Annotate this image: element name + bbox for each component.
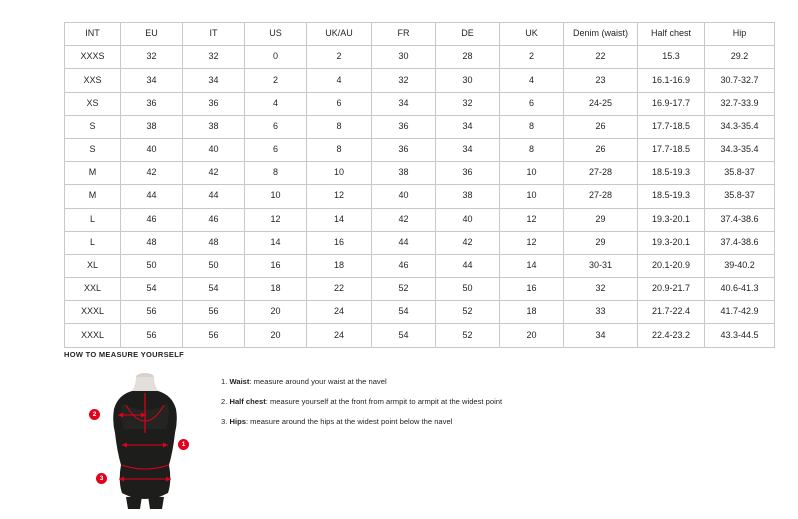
cell-uk: 12 — [500, 231, 564, 254]
cell-de: 32 — [436, 92, 500, 115]
cell-it: 54 — [183, 278, 245, 301]
cell-hip: 39-40.2 — [705, 254, 775, 277]
cell-eu: 32 — [121, 46, 183, 69]
cell-hip: 43.3-44.5 — [705, 324, 775, 347]
cell-int: XXS — [65, 69, 121, 92]
cell-us: 0 — [245, 46, 307, 69]
cell-denim-waist: 30-31 — [564, 254, 638, 277]
cell-int: L — [65, 208, 121, 231]
cell-de: 34 — [436, 138, 500, 161]
instruction-number-1: 1. — [221, 377, 228, 386]
table-row — [65, 46, 775, 69]
cell-it: 42 — [183, 162, 245, 185]
cell-us: 18 — [245, 278, 307, 301]
cell-half-chest: 17.7-18.5 — [638, 115, 705, 138]
cell-de: 34 — [436, 115, 500, 138]
cell-int: S — [65, 115, 121, 138]
cell-fr: 36 — [372, 138, 436, 161]
cell-half-chest: 19.3-20.1 — [638, 208, 705, 231]
cell-denim-waist: 27-28 — [564, 162, 638, 185]
cell-de: 44 — [436, 254, 500, 277]
cell-denim-waist: 29 — [564, 208, 638, 231]
cell-uk: 12 — [500, 208, 564, 231]
cell-us: 14 — [245, 231, 307, 254]
cell-half-chest: 17.7-18.5 — [638, 138, 705, 161]
cell-uk: 14 — [500, 254, 564, 277]
column-header-us: US — [245, 23, 307, 46]
cell-it: 40 — [183, 138, 245, 161]
cell-hip: 41.7-42.9 — [705, 301, 775, 324]
cell-eu: 48 — [121, 231, 183, 254]
cell-us: 20 — [245, 301, 307, 324]
cell-denim-waist: 32 — [564, 278, 638, 301]
table-row — [65, 324, 775, 347]
cell-uk: 6 — [500, 92, 564, 115]
cell-uk: 8 — [500, 138, 564, 161]
cell-denim-waist: 29 — [564, 231, 638, 254]
cell-us: 10 — [245, 185, 307, 208]
cell-fr: 32 — [372, 69, 436, 92]
cell-uk-au: 24 — [307, 324, 372, 347]
cell-int: XS — [65, 92, 121, 115]
cell-half-chest: 15.3 — [638, 46, 705, 69]
column-header-it: IT — [183, 23, 245, 46]
cell-denim-waist: 23 — [564, 69, 638, 92]
cell-it: 48 — [183, 231, 245, 254]
cell-int: XXXS — [65, 46, 121, 69]
cell-hip: 35.8-37 — [705, 185, 775, 208]
cell-de: 50 — [436, 278, 500, 301]
cell-fr: 38 — [372, 162, 436, 185]
instruction-term-2: Half chest — [229, 397, 266, 407]
cell-us: 6 — [245, 115, 307, 138]
column-header-uk: UK — [500, 23, 564, 46]
cell-hip: 37.4-38.6 — [705, 208, 775, 231]
cell-uk-au: 14 — [307, 208, 372, 231]
table-row — [65, 278, 775, 301]
cell-int: XXL — [65, 278, 121, 301]
cell-eu: 38 — [121, 115, 183, 138]
instruction-term-1: Waist — [229, 377, 250, 386]
cell-de: 40 — [436, 208, 500, 231]
cell-eu: 46 — [121, 208, 183, 231]
column-header-half-chest: Half chest — [638, 23, 705, 46]
instruction-half-chest — [221, 397, 744, 406]
cell-de: 42 — [436, 231, 500, 254]
cell-eu: 44 — [121, 185, 183, 208]
cell-fr: 34 — [372, 92, 436, 115]
cell-it: 46 — [183, 208, 245, 231]
cell-hip: 37.4-38.6 — [705, 231, 775, 254]
cell-fr: 40 — [372, 185, 436, 208]
cell-de: 38 — [436, 185, 500, 208]
cell-us: 2 — [245, 69, 307, 92]
cell-denim-waist: 26 — [564, 115, 638, 138]
instruction-text-3: : measure around the hips at the widest point below the navel — [245, 417, 453, 427]
column-header-eu: EU — [121, 23, 183, 46]
cell-half-chest: 18.5-19.3 — [638, 162, 705, 185]
cell-hip: 32.7-33.9 — [705, 92, 775, 115]
instruction-hips — [221, 417, 744, 426]
cell-it: 38 — [183, 115, 245, 138]
cell-hip: 40.6-41.3 — [705, 278, 775, 301]
table-row — [65, 231, 775, 254]
column-header-uk-au: UK/AU — [307, 23, 372, 46]
table-row — [65, 162, 775, 185]
cell-uk-au: 18 — [307, 254, 372, 277]
cell-eu: 56 — [121, 324, 183, 347]
cell-denim-waist: 27-28 — [564, 185, 638, 208]
cell-uk: 16 — [500, 278, 564, 301]
measure-body — [64, 369, 744, 509]
cell-us: 20 — [245, 324, 307, 347]
cell-uk-au: 12 — [307, 185, 372, 208]
table-row — [65, 208, 775, 231]
cell-hip: 34.3-35.4 — [705, 138, 775, 161]
column-header-hip: Hip — [705, 23, 775, 46]
cell-de: 28 — [436, 46, 500, 69]
cell-int: XL — [65, 254, 121, 277]
instruction-number-3: 3. — [221, 417, 228, 427]
cell-half-chest: 22.4-23.2 — [638, 324, 705, 347]
cell-uk-au: 8 — [307, 115, 372, 138]
cell-uk: 2 — [500, 46, 564, 69]
table-header-row — [65, 23, 775, 46]
column-header-denim-waist: Denim (waist) — [564, 23, 638, 46]
how-to-measure-section — [64, 350, 744, 509]
cell-uk-au: 2 — [307, 46, 372, 69]
cell-half-chest: 18.5-19.3 — [638, 185, 705, 208]
cell-int: XXXL — [65, 324, 121, 347]
cell-hip: 30.7-32.7 — [705, 69, 775, 92]
table-row — [65, 115, 775, 138]
cell-it: 34 — [183, 69, 245, 92]
cell-uk-au: 10 — [307, 162, 372, 185]
table-row — [65, 92, 775, 115]
cell-uk-au: 8 — [307, 138, 372, 161]
instruction-number-2: 2. — [221, 397, 228, 407]
cell-it: 36 — [183, 92, 245, 115]
cell-eu: 56 — [121, 301, 183, 324]
cell-fr: 54 — [372, 324, 436, 347]
table-row — [65, 138, 775, 161]
cell-denim-waist: 22 — [564, 46, 638, 69]
cell-half-chest: 21.7-22.4 — [638, 301, 705, 324]
table-row — [65, 254, 775, 277]
marker-3: 3 — [96, 473, 107, 484]
cell-denim-waist: 24-25 — [564, 92, 638, 115]
cell-uk: 18 — [500, 301, 564, 324]
cell-it: 32 — [183, 46, 245, 69]
cell-de: 52 — [436, 324, 500, 347]
cell-eu: 54 — [121, 278, 183, 301]
marker-2: 2 — [89, 409, 100, 420]
cell-us: 8 — [245, 162, 307, 185]
table-row — [65, 301, 775, 324]
cell-fr: 52 — [372, 278, 436, 301]
cell-eu: 42 — [121, 162, 183, 185]
cell-denim-waist: 33 — [564, 301, 638, 324]
table-row — [65, 69, 775, 92]
cell-int: M — [65, 162, 121, 185]
cell-half-chest: 20.9-21.7 — [638, 278, 705, 301]
cell-eu: 50 — [121, 254, 183, 277]
cell-eu: 34 — [121, 69, 183, 92]
size-chart-container — [64, 22, 759, 348]
cell-it: 44 — [183, 185, 245, 208]
cell-fr: 54 — [372, 301, 436, 324]
cell-denim-waist: 34 — [564, 324, 638, 347]
cell-uk: 20 — [500, 324, 564, 347]
cell-us: 12 — [245, 208, 307, 231]
cell-fr: 30 — [372, 46, 436, 69]
cell-half-chest: 19.3-20.1 — [638, 231, 705, 254]
section-title: HOW TO MEASURE YOURSELF — [64, 350, 184, 359]
cell-half-chest: 16.1-16.9 — [638, 69, 705, 92]
cell-uk-au: 24 — [307, 301, 372, 324]
cell-it: 50 — [183, 254, 245, 277]
instruction-waist — [221, 377, 744, 386]
cell-eu: 40 — [121, 138, 183, 161]
column-header-de: DE — [436, 23, 500, 46]
cell-fr: 42 — [372, 208, 436, 231]
cell-uk: 10 — [500, 185, 564, 208]
cell-fr: 44 — [372, 231, 436, 254]
cell-de: 52 — [436, 301, 500, 324]
cell-uk-au: 6 — [307, 92, 372, 115]
size-chart-table — [64, 22, 775, 348]
cell-hip: 34.3-35.4 — [705, 115, 775, 138]
cell-hip: 29.2 — [705, 46, 775, 69]
marker-1: 1 — [178, 439, 189, 450]
cell-int: XXXL — [65, 301, 121, 324]
cell-denim-waist: 26 — [564, 138, 638, 161]
instruction-text-1: : measure around your waist at the navel — [249, 377, 387, 386]
cell-us: 6 — [245, 138, 307, 161]
table-body — [65, 46, 775, 347]
cell-eu: 36 — [121, 92, 183, 115]
cell-half-chest: 20.1-20.9 — [638, 254, 705, 277]
column-header-fr: FR — [372, 23, 436, 46]
table-row — [65, 185, 775, 208]
cell-int: S — [65, 138, 121, 161]
measure-instructions — [221, 369, 744, 437]
cell-de: 30 — [436, 69, 500, 92]
cell-us: 4 — [245, 92, 307, 115]
cell-us: 16 — [245, 254, 307, 277]
cell-fr: 46 — [372, 254, 436, 277]
cell-half-chest: 16.9-17.7 — [638, 92, 705, 115]
cell-uk: 10 — [500, 162, 564, 185]
cell-it: 56 — [183, 324, 245, 347]
cell-int: L — [65, 231, 121, 254]
cell-it: 56 — [183, 301, 245, 324]
cell-uk: 4 — [500, 69, 564, 92]
cell-int: M — [65, 185, 121, 208]
cell-uk: 8 — [500, 115, 564, 138]
mannequin-figure — [88, 369, 203, 509]
instruction-text-2: : measure yourself at the front from armpit to armpit at the widest point — [265, 397, 503, 407]
instruction-term-3: Hips — [229, 417, 246, 427]
cell-uk-au: 22 — [307, 278, 372, 301]
cell-hip: 35.8-37 — [705, 162, 775, 185]
cell-fr: 36 — [372, 115, 436, 138]
cell-de: 36 — [436, 162, 500, 185]
cell-uk-au: 4 — [307, 69, 372, 92]
cell-uk-au: 16 — [307, 231, 372, 254]
column-header-int: INT — [65, 23, 121, 46]
